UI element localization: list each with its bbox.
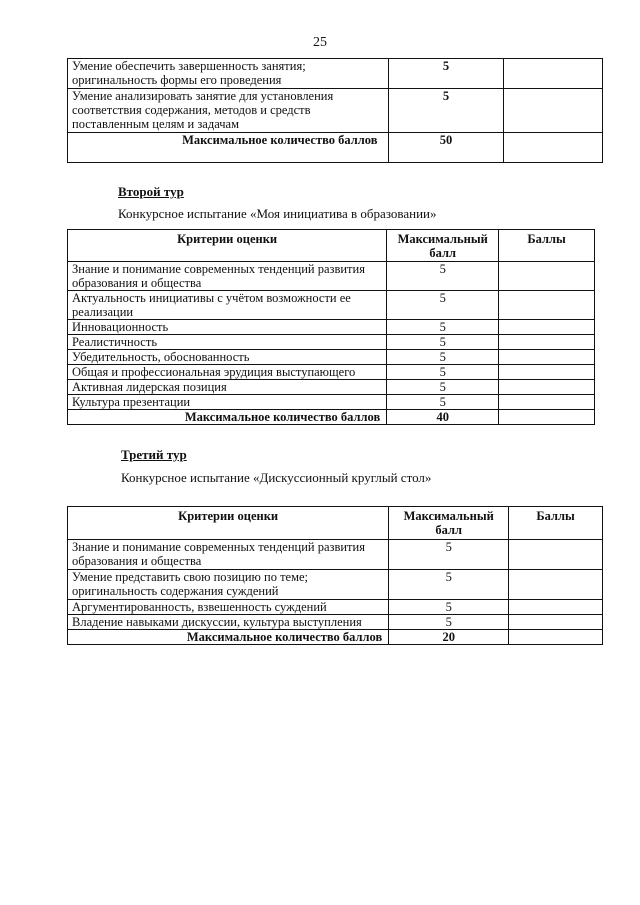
criterion-cell: Владение навыками дискуссии, культура выступления (68, 615, 389, 630)
max-score-cell: 5 (387, 262, 499, 291)
round3-heading: Третий тур (121, 447, 187, 462)
score-cell[interactable] (499, 291, 595, 320)
max-score-cell: 5 (387, 350, 499, 365)
criterion-cell: Культура презентации (68, 395, 387, 410)
table-row (68, 335, 595, 350)
max-score-cell: 5 (387, 291, 499, 320)
max-score-cell: 5 (387, 395, 499, 410)
score-cell[interactable] (504, 89, 603, 133)
round3-criteria-table (67, 506, 603, 645)
round1-scores-table (67, 58, 603, 163)
score-cell[interactable] (509, 615, 603, 630)
round3-subtitle: Конкурсное испытание «Дискуссионный круглый стол» (121, 470, 432, 485)
total-score-cell[interactable] (504, 133, 603, 163)
criterion-cell: Убедительность, обоснованность (68, 350, 387, 365)
round2-heading: Второй тур (118, 184, 184, 199)
max-score-cell: 5 (389, 540, 509, 570)
criterion-cell: Знание и понимание современных тенденций развития образования и общества (68, 540, 389, 570)
page-number: 25 (313, 35, 327, 50)
max-score-header: Максимальный балл (389, 507, 509, 540)
criterion-cell: Умение обеспечить завершенность занятия; оригинальность формы его проведения (68, 59, 389, 89)
round2-subtitle: Конкурсное испытание «Моя инициатива в образовании» (118, 206, 437, 221)
criterion-cell: Реалистичность (68, 335, 387, 350)
score-cell[interactable] (499, 335, 595, 350)
total-score-cell[interactable] (509, 630, 603, 645)
criterion-cell: Умение представить свою позицию по теме; оригинальность содержания суждений (68, 570, 389, 600)
criterion-cell: Умение анализировать занятие для установления соответствия содержания, методов и средств поставленным целям и задачам (68, 89, 389, 133)
score-cell[interactable] (499, 395, 595, 410)
table-row (68, 89, 603, 133)
total-row (68, 630, 603, 645)
score-cell[interactable] (499, 365, 595, 380)
total-max-score: 40 (387, 410, 499, 425)
table-row (68, 365, 595, 380)
table-row (68, 350, 595, 365)
max-score-cell: 5 (387, 335, 499, 350)
score-cell[interactable] (499, 380, 595, 395)
total-label: Максимальное количество баллов (68, 133, 389, 163)
max-score-cell: 5 (387, 320, 499, 335)
max-score-cell: 5 (387, 380, 499, 395)
max-score-cell: 5 (388, 89, 504, 133)
criterion-cell: Общая и профессиональная эрудиция выступающего (68, 365, 387, 380)
round2-criteria-table (67, 229, 595, 425)
score-cell[interactable] (509, 570, 603, 600)
criterion-cell: Инновационность (68, 320, 387, 335)
table-row (68, 320, 595, 335)
score-header: Баллы (499, 230, 595, 262)
table-row (68, 380, 595, 395)
total-label: Максимальное количество баллов (68, 630, 389, 645)
max-score-cell: 5 (389, 600, 509, 615)
max-score-cell: 5 (389, 570, 509, 600)
criterion-cell: Аргументированность, взвешенность суждений (68, 600, 389, 615)
score-cell[interactable] (504, 59, 603, 89)
total-max-score: 50 (388, 133, 504, 163)
criterion-cell: Активная лидерская позиция (68, 380, 387, 395)
max-score-cell: 5 (387, 365, 499, 380)
table-row (68, 600, 603, 615)
score-cell[interactable] (499, 350, 595, 365)
criteria-header: Критерии оценки (68, 507, 389, 540)
table-row (68, 291, 595, 320)
total-max-score: 20 (389, 630, 509, 645)
table-row (68, 59, 603, 89)
score-cell[interactable] (499, 320, 595, 335)
table-row (68, 615, 603, 630)
table-row (68, 540, 603, 570)
table-row (68, 262, 595, 291)
max-score-cell: 5 (388, 59, 504, 89)
score-cell[interactable] (509, 540, 603, 570)
score-cell[interactable] (499, 262, 595, 291)
total-score-cell[interactable] (499, 410, 595, 425)
table-header-row (68, 507, 603, 540)
table-row (68, 570, 603, 600)
total-label: Максимальное количество баллов (68, 410, 387, 425)
criterion-cell: Знание и понимание современных тенденций развития образования и общества (68, 262, 387, 291)
criterion-cell: Актуальность инициативы с учётом возможности ее реализации (68, 291, 387, 320)
score-cell[interactable] (509, 600, 603, 615)
total-row (68, 133, 603, 163)
table-row (68, 395, 595, 410)
max-score-header: Максимальный балл (387, 230, 499, 262)
table-header-row (68, 230, 595, 262)
total-row (68, 410, 595, 425)
criteria-header: Критерии оценки (68, 230, 387, 262)
max-score-cell: 5 (389, 615, 509, 630)
score-header: Баллы (509, 507, 603, 540)
